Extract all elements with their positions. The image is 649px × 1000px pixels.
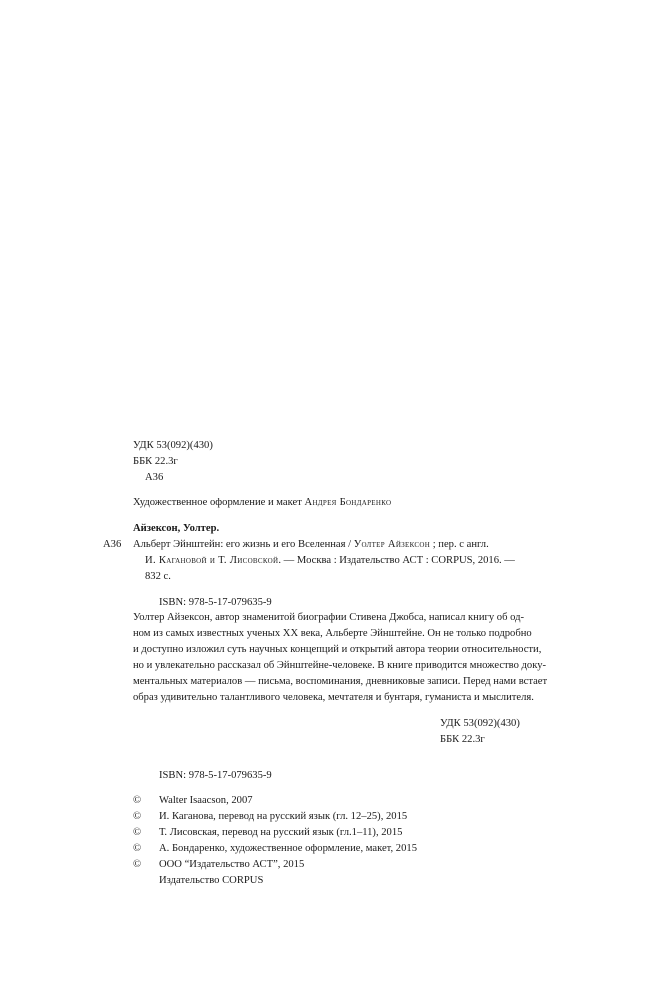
bbk-code: ББК 22.3г: [133, 456, 178, 467]
bib-translators: И. Кагановой и Т. Лисовской: [145, 555, 279, 566]
copyright-entry: А. Бондаренко, художественное оформление, макет, 2015: [159, 843, 417, 854]
annotation-line: ном из самых известных ученых XX века, Альберте Эйнштейне. Он не только подробно: [133, 628, 532, 639]
bib-line-2: [145, 553, 515, 569]
copyright-entry: И. Каганова, перевод на русский язык (гл. 12–25), 2015: [159, 811, 408, 822]
bib-pages: 832 с.: [145, 571, 171, 582]
bib-publisher: . — Москва : Издательство АСТ : CORPUS, 2016. —: [278, 555, 515, 566]
bib-title: Альберт Эйнштейн: его жизнь и его Вселенная /: [133, 539, 354, 550]
isbn: ISBN: 978-5-17-079635-9: [159, 597, 272, 608]
publisher-imprint: Издательство CORPUS: [159, 875, 264, 886]
udk-code: УДК 53(092)(430): [133, 440, 213, 451]
author-mark: А36: [145, 472, 164, 483]
side-author-mark: А36: [103, 539, 122, 550]
design-credit: [133, 495, 391, 511]
annotation-line: Уолтер Айзексон, автор знаменитой биографии Стивена Джобса, написал книгу об од-: [133, 612, 525, 623]
copyright-entry: Walter Isaacson, 2007: [159, 795, 253, 806]
copyright-sign: ©: [133, 795, 142, 806]
copyright-sign: ©: [133, 859, 142, 870]
annotation-line-last: образ удивительно талантливого человека, мечтателя и бунтаря, гуманиста и мыслителя.: [133, 692, 534, 703]
annotation-line: но и увлекательно рассказал об Эйнштейне-человеке. В книге приводится множество доку-: [133, 660, 547, 671]
bib-author-smallcaps: Уолтер Айзексон: [353, 539, 431, 550]
copyright-entry: Т. Лисовская, перевод на русский язык (гл.1–11), 2015: [159, 827, 403, 838]
bib-translation-note: ; пер. с англ.: [430, 539, 489, 550]
bib-line-1: [133, 537, 489, 553]
copyright-sign: ©: [133, 811, 142, 822]
copyright-sign: ©: [133, 827, 142, 838]
udk-code-repeat: УДК 53(092)(430): [440, 718, 520, 729]
design-credit-prefix: Художественное оформление и макет: [133, 497, 305, 508]
author-heading: Айзексон, Уолтер.: [133, 523, 220, 534]
isbn-repeat: ISBN: 978-5-17-079635-9: [159, 770, 272, 781]
bbk-code-repeat: ББК 22.3г: [440, 734, 485, 745]
annotation-line: и доступно изложил суть научных концепций и открытий автора теории относительности,: [133, 644, 542, 655]
copyright-entry: ООО “Издательство АСТ”, 2015: [159, 859, 305, 870]
design-credit-name: Андрея Бондаренко: [304, 497, 392, 508]
annotation-line: ментальных материалов — письма, воспоминания, дневниковые записи. Перед нами встает: [133, 676, 548, 687]
copyright-sign: ©: [133, 843, 142, 854]
